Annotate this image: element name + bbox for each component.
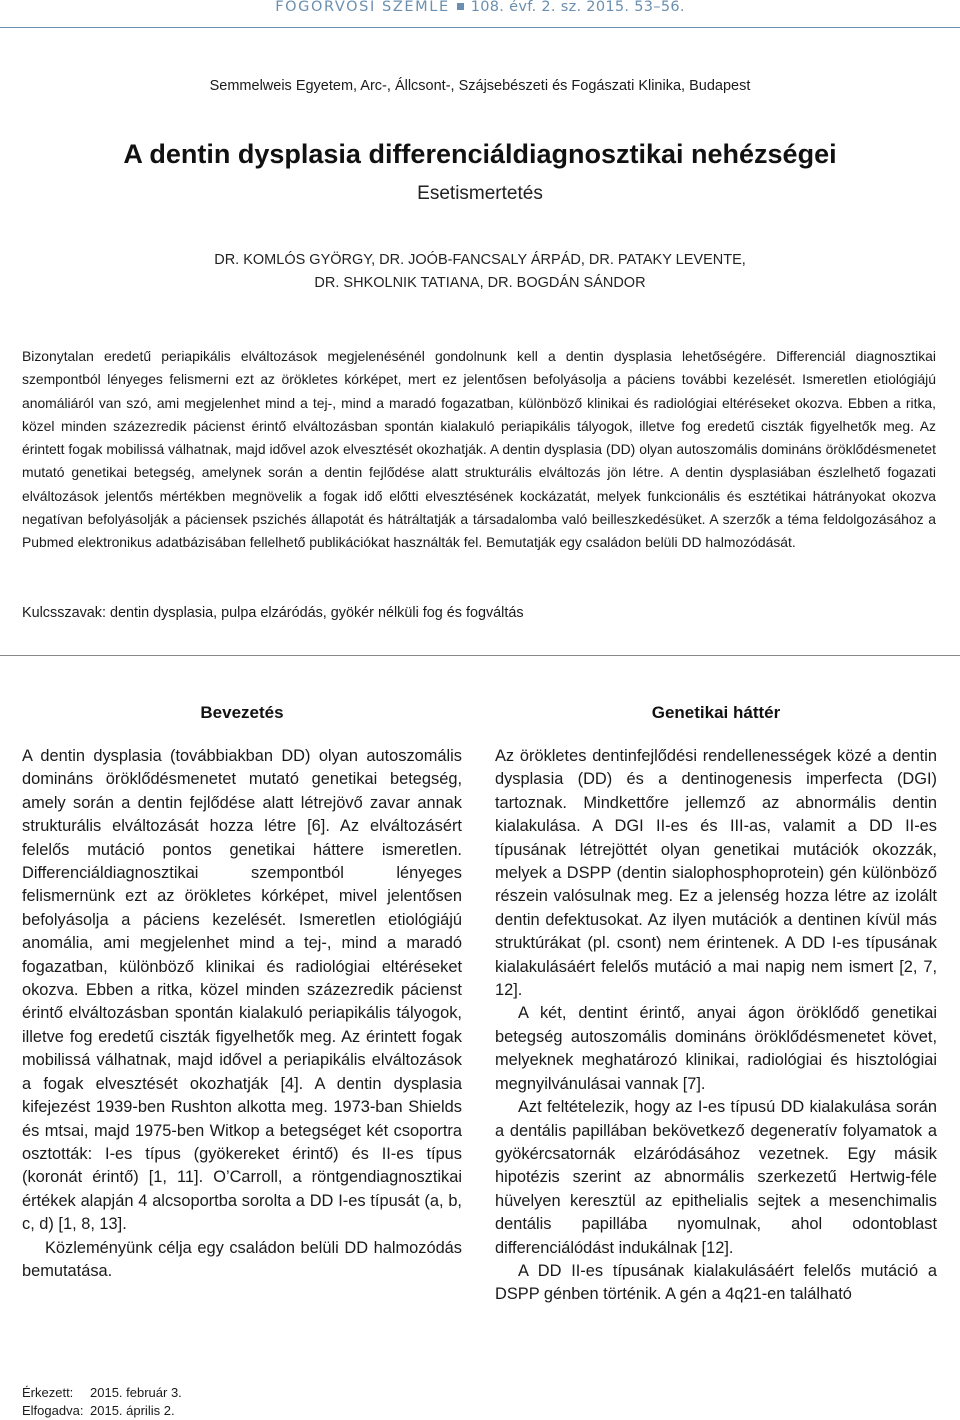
- abstract: Bizonytalan eredetű periapikális elváltozások megjelenésénél gondolnunk kell a dentin dysplasia lehetőségére. Differenciál diagnosztikai szempontból lényeges felismerni ezt az örökletes kórképet, mert ez jelentősen befolyásolja a páciens további kezelését. Ismeretlen etiológiájú anomáliáról van szó, ami megjelenhet mind a tej-, mind a maradó fogazatban, különböző klinikai és radiológiai eltéréseket okozva. Ebben a ritka, közel minden százezredik pácienst érintő elváltozásban spontán kialakuló periapikális tályogok, illetve fog eredetű ciszták figyelhetők meg. Az érintett fogak mobilissá válhatnak, majd idővel azok elvesztését okozhatják. A dentin dysplasia (DD) olyan autoszomális domináns öröklődésmenetet mutató genetikai betegség, amelynek során a dentin fejlődése alatt strukturális elváltozás jön létre. A dentin dysplasiában észlelhető fogazati elváltozások jelentős mértékben megnövelik a fogak idő előtti elvesztésének kockázatát, melyek funkcionális és esztétikai hátrányokat okozva negatívan befolyásolják a páciensek pszichés állapotát és hátráltatják a társadalomba való beilleszkedésüket. A szerzők a téma feldolgozásához a Pubmed elektronikus adatbázisában fellelhető publikációkat használták fel. Bemutatják egy családon belüli DD halmozódását.: [22, 348, 936, 551]
- journal-issue: 108. évf. 2. sz. 2015. 53–56.: [470, 0, 685, 15]
- column-genetic-background: [495, 745, 937, 1307]
- authors-line-1: DR. KOMLÓS GYÖRGY, DR. JOÓB-FANCSALY ÁRPÁD, DR. PATAKY LEVENTE,: [214, 252, 746, 268]
- paragraph: A dentin dysplasia (továbbiakban DD) olyan autoszomális domináns öröklődésmenetet mutató genetikai betegség, amely során a dentin fejlődése alatt létrejövő zavar annak strukturális elváltozását hozza létre [6]. Az elváltozásért felelős mutáció pontos genetikai háttere ismeretlen. Differenciáldiagnosztikai szempontból lényeges felismernünk ezt az örökletes kórképet, mivel jelentősen befolyásolja a páciens kezelését. Ismeretlen etiológiájú anomália, ami megjelenhet mind a tej-, mind a maradó fogazatban, különböző klinikai és radiológiai eltéréseket okozva. Ebben a ritka, közel minden százezredik pácienst érintő elváltozásban spontán kialakuló periapikális tályogok, illetve fog eredetű ciszták figyelhetők meg. Az érintett fogak mobilissá válhatnak, majd idővel a periapikális elváltozások a fogak elvesztését okozhatják [4]. A dentin dysplasia kifejezést 1939-ben Rushton alkotta meg. 1973-ban Shields és mtsai, majd 1975-ben Witkop a betegséget két csoportra osztották: I-es típus (gyökereket érintő) és II-es típus (koronát érintő) [1, 11]. O’Carroll, a röntgendiagnosztikai értékek alapján 4 alcsoportba sorolta a DD I-es típusát (a, b, c, d) [1, 8, 13].: [22, 747, 462, 1234]
- article-title: A dentin dysplasia differenciáldiagnosztikai nehézségei: [123, 139, 837, 169]
- article-subtitle: Esetismertetés: [417, 183, 543, 204]
- article-dates: [22, 1384, 182, 1420]
- header-divider: [0, 27, 960, 28]
- square-bullet-icon: [457, 3, 464, 10]
- received-label: Érkezett:: [22, 1385, 74, 1400]
- paragraph: A két, dentint érintő, anyai ágon öröklődő genetikai betegség autoszomális domináns öröklődésmenetet követ, melyeknek meghatározó klinikai, radiológiai és hisztológiai megnyilvánulásai vannak [7].: [495, 1004, 937, 1093]
- heading-introduction: Bevezetés: [200, 703, 284, 722]
- authors-line-2: DR. SHKOLNIK TATIANA, DR. BOGDÁN SÁNDOR: [314, 275, 646, 291]
- accepted-date: 2015. április 2.: [90, 1403, 175, 1418]
- paragraph: Az örökletes dentinfejlődési rendellenességek közé a dentin dysplasia (DD) és a dentinogenesis imperfecta (DGI) tartoznak. Mindkettőre jellemző az abnormális dentin kialakulása. A DGI II-es és III-as, valamit a DD II-es típusának létrejöttét olyan genetikai mutációk okozzák, melyek a DSPP (dentin sialophosphoprotein) gén különböző részein valósulnak meg. Ez a jelenség hozza létre az izolált dentin defektusokat. Az ilyen mutációk a dentinen kívül más struktúrákat (pl. csont) nem érintenek. A DD I-es típusának kialakulásáért felelős mutáció a mai napig nem ismert [2, 7, 12].: [495, 747, 937, 1000]
- author-list: [0, 249, 960, 295]
- paragraph: A DD II-es típusának kialakulásáért felelős mutáció a DSPP génben történik. A gén a 4q21-en található: [495, 1261, 937, 1304]
- paragraph: Azt feltételezik, hogy az I-es típusú DD kialakulása során a dentális papillában bekövetkező degeneratív folyamatok a gyökércsatornák elzáródásához vezetnek. Egy másik hipotézis szerint az abnormális szerkezetű Hertwig-féle hüvelyen keresztül az epithelialis sejtek a mesenchimalis dentális papillába nyomulnak, ahol odontoblast differenciálódást indukálnak [12].: [495, 1098, 937, 1257]
- received-date: 2015. február 3.: [90, 1385, 182, 1400]
- accepted-label: Elfogadva:: [22, 1403, 84, 1418]
- keywords: Kulcsszavak: dentin dysplasia, pulpa elzáródás, gyökér nélküli fog és fogváltás: [22, 605, 524, 621]
- affiliation: Semmelweis Egyetem, Arc-, Állcsont-, Szájsebészeti és Fogászati Klinika, Budapest: [209, 78, 751, 94]
- journal-header: [0, 0, 960, 15]
- column-introduction: [22, 745, 462, 1283]
- journal-name: FOGORVOSI SZEMLE: [275, 0, 450, 15]
- section-divider: [0, 655, 960, 656]
- paragraph: Közleményünk célja egy családon belüli DD halmozódás bemutatása.: [22, 1238, 462, 1280]
- heading-genetic-background: Genetikai háttér: [651, 703, 781, 722]
